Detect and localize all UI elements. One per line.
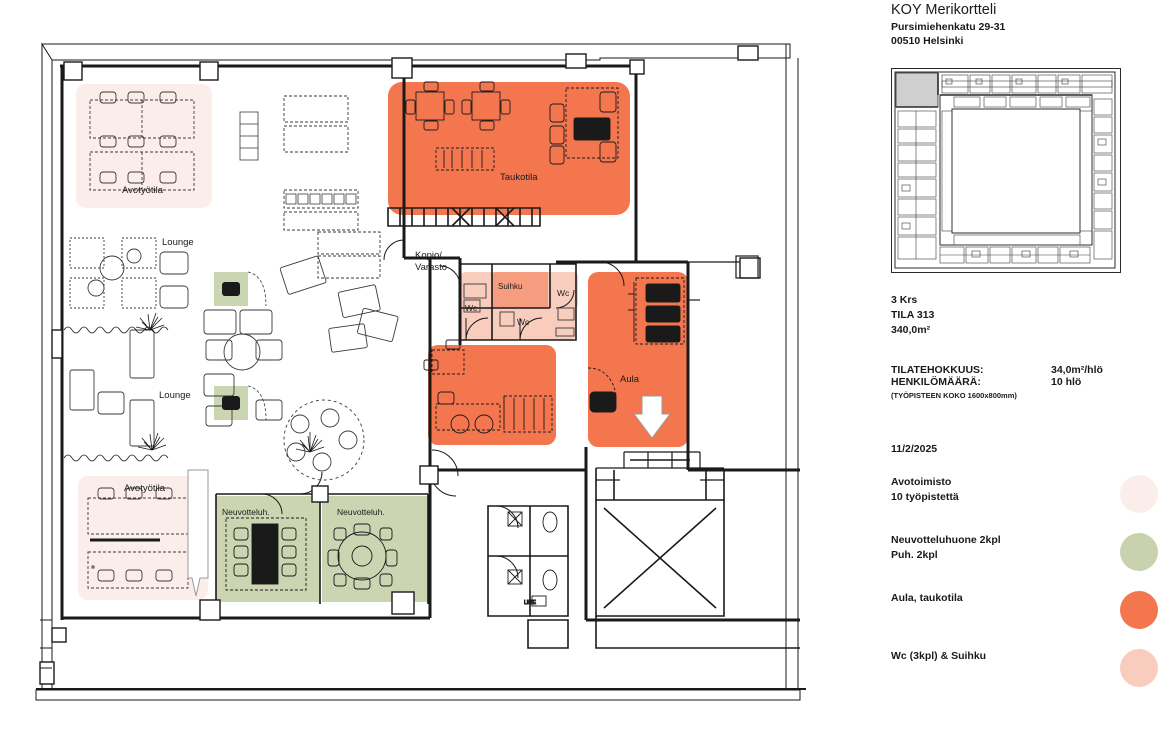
legend-line-1: Aula, taukotila	[891, 592, 963, 604]
efficiency-value: 34,0m²/hlö	[1051, 364, 1103, 376]
building-address	[891, 21, 1174, 48]
legend-text	[891, 475, 959, 504]
efficiency-block	[891, 364, 1161, 400]
key-plan-drawing	[892, 69, 1118, 270]
plan-label: Neuvotteluh.	[222, 507, 270, 517]
legend-line-1: Avotoimisto	[891, 476, 952, 488]
plan-label: Lounge	[159, 390, 191, 401]
legend-swatch-meeting	[1120, 533, 1158, 571]
floor-value: 3 Krs	[891, 294, 918, 306]
address-line-1: Pursimiehenkatu 29-31	[891, 21, 1006, 33]
space-id-value: TILA 313	[891, 309, 935, 322]
legend-line-2: 10 työpistettä	[891, 490, 959, 503]
legend-item	[891, 533, 1166, 591]
legend-text	[891, 649, 986, 664]
legend-line-1: Neuvotteluhuone 2kpl	[891, 534, 1001, 546]
key-plan	[891, 68, 1121, 273]
svg-text:LIITE: LIITE	[524, 600, 536, 606]
legend-text	[891, 591, 963, 606]
legend-line-2: Puh. 2kpl	[891, 548, 938, 561]
efficiency-row	[891, 364, 1161, 376]
legend-swatch-office	[1120, 475, 1158, 513]
efficiency-label: TILATEHOKKUUS:	[891, 364, 984, 376]
plan-label: Neuvotteluh.	[337, 507, 385, 517]
legend-item	[891, 649, 1166, 707]
plan-label: Avotyötila	[124, 483, 166, 494]
area-value: 340,0m²	[891, 324, 931, 337]
plan-label: Suihku	[498, 282, 523, 291]
plan-label: Aula	[620, 374, 640, 385]
headcount-label: HENKILÖMÄÄRÄ:	[891, 376, 981, 388]
unit-info	[891, 293, 934, 339]
legend	[891, 475, 1166, 707]
plan-label: Wc	[557, 288, 570, 298]
plan-label: Varasto	[415, 262, 448, 273]
plan-label: Wc	[465, 303, 478, 313]
plan-date: 11/2/2025	[891, 443, 938, 455]
building-title: KOY Merikortteli	[891, 2, 997, 18]
info-panel	[888, 0, 1174, 743]
plan-label: Wc	[517, 317, 530, 327]
legend-item	[891, 475, 1166, 533]
workstation-note: (TYÖPISTEEN KOKO 1600x800mm)	[891, 391, 1017, 400]
legend-line-1: Wc (3kpl) & Suihku	[891, 650, 987, 662]
legend-text	[891, 533, 1001, 562]
legend-item	[891, 591, 1166, 649]
legend-swatch-wet	[1120, 649, 1158, 687]
plan-label: Lounge	[162, 237, 194, 248]
headcount-row	[891, 376, 1161, 388]
plan-label: Kopio/	[415, 250, 442, 261]
plan-label: Taukotila	[500, 172, 538, 183]
plan-label: Avotyötila	[122, 185, 164, 196]
address-line-2: 00510 Helsinki	[891, 34, 964, 47]
headcount-value: 10 hlö	[1051, 376, 1082, 388]
legend-swatch-social	[1120, 591, 1158, 629]
